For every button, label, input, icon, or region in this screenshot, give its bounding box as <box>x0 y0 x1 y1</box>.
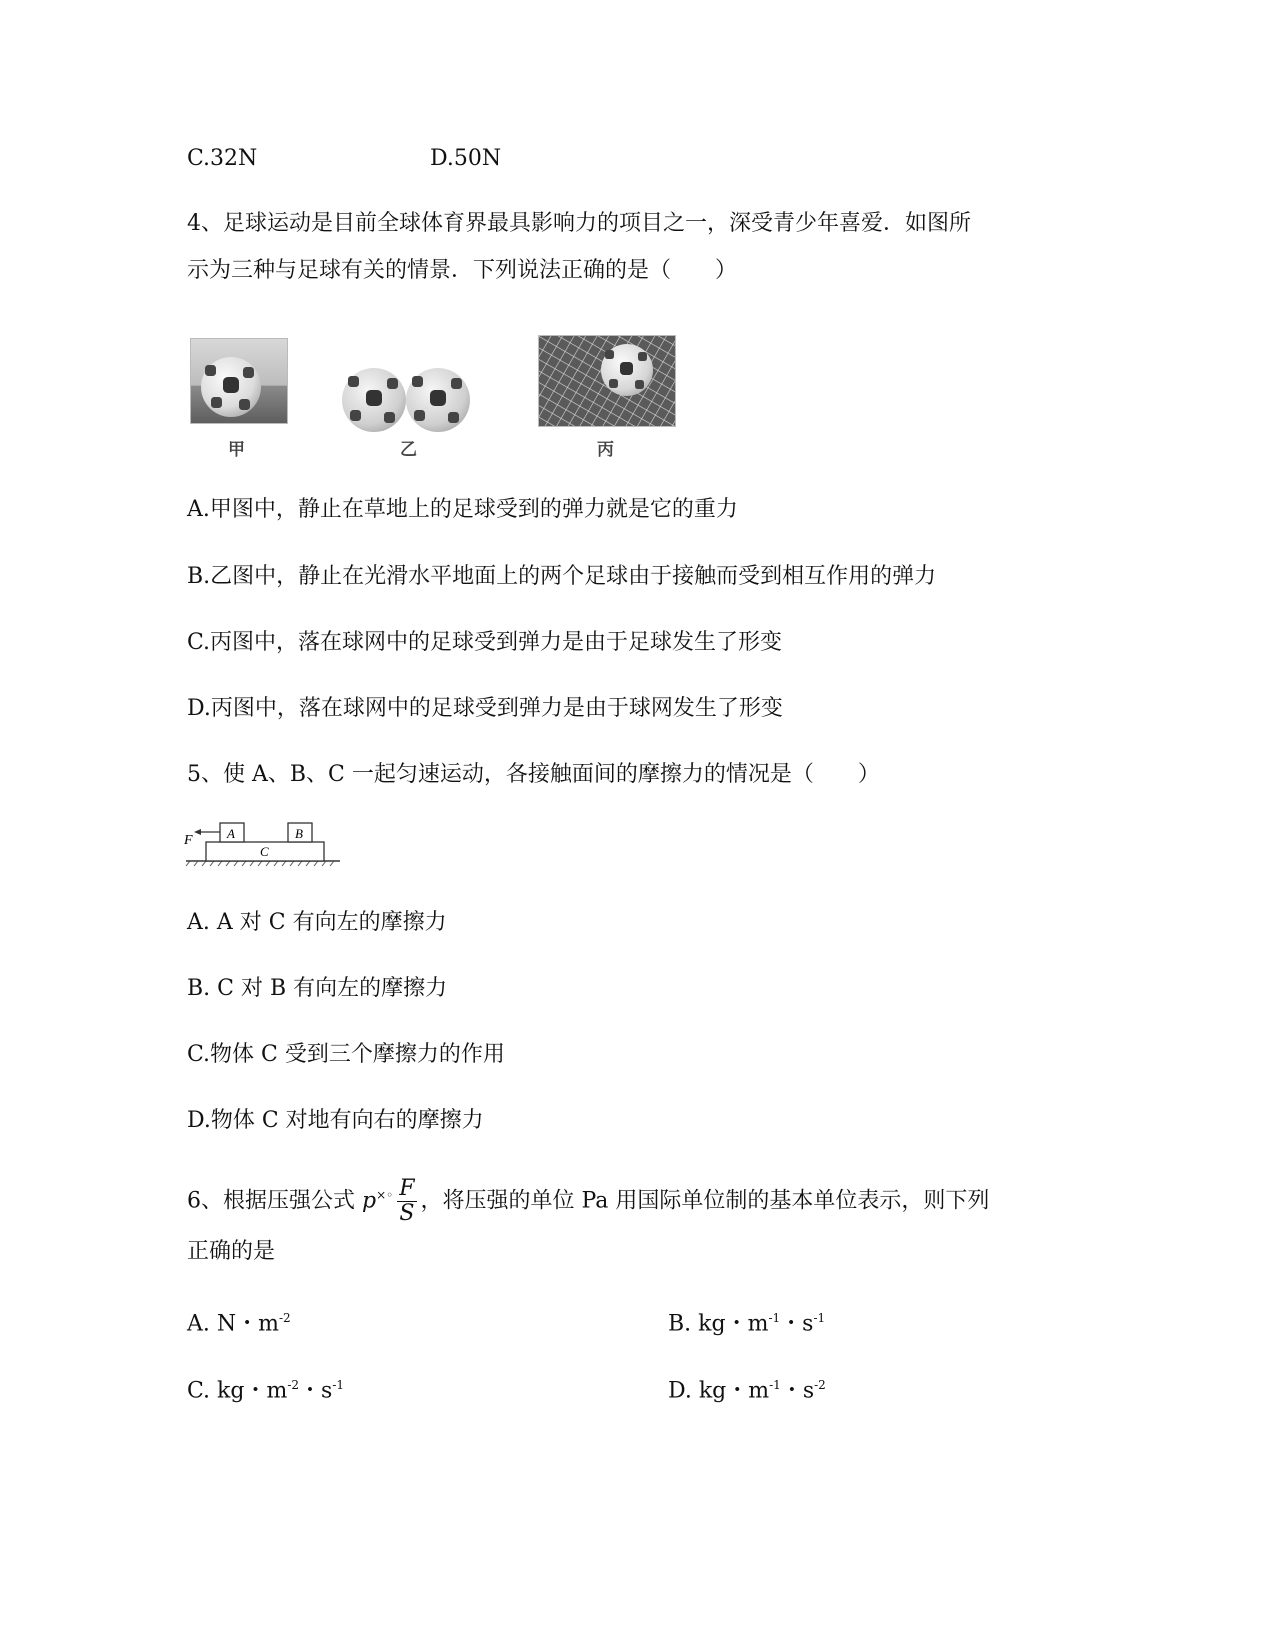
arrowhead-left-icon <box>194 829 201 835</box>
soccer-ball-icon <box>601 344 653 396</box>
q6-stem-line2: 正确的是 <box>187 1239 276 1264</box>
figure-bing-photo <box>538 335 676 427</box>
q4-option-c: C.丙图中，落在球网中的足球受到弹力是由于足球发生了形变 <box>187 630 783 655</box>
formula-fraction <box>397 1177 416 1226</box>
q6-option-b <box>668 1302 825 1340</box>
formula-numerator: F <box>399 1175 415 1201</box>
q6-option-d <box>668 1369 826 1407</box>
q4-option-a: A.甲图中，静止在草地上的足球受到的弹力就是它的重力 <box>187 497 738 522</box>
soccer-ball-icon <box>406 368 470 432</box>
q6-option-a-exp: -2 <box>279 1311 291 1325</box>
q4-stem-line2: 示为三种与足球有关的情景．下列说法正确的是（ ） <box>187 258 738 283</box>
q6-option-d-mid: ・s <box>780 1378 815 1404</box>
formula-denominator: S <box>399 1200 415 1226</box>
caption-yi: 乙 <box>400 440 417 460</box>
q6-option-c-mid: ・s <box>299 1378 333 1404</box>
q6-stem-line1 <box>187 1170 989 1226</box>
q4-option-b: B.乙图中，静止在光滑水平地面上的两个足球由于接触而受到相互作用的弹力 <box>187 564 937 589</box>
caption-bing: 丙 <box>597 440 614 460</box>
q5-option-c: C.物体 C 受到三个摩擦力的作用 <box>187 1042 505 1067</box>
q6-option-b-exp2: -1 <box>813 1311 826 1325</box>
soccer-ball-icon <box>201 357 261 417</box>
q4-option-d: D.丙图中，落在球网中的足球受到弹力是由于球网发生了形变 <box>187 696 783 721</box>
formula-p: p <box>362 1188 377 1214</box>
label-b: B <box>295 826 303 841</box>
q6-option-a-base: A. N・m <box>187 1311 279 1337</box>
label-a: A <box>227 826 235 841</box>
q5-stem: 5、使 A、B、C 一起匀速运动，各接触面间的摩擦力的情况是（ ） <box>187 762 880 787</box>
q6-option-b-mid: ・s <box>780 1311 814 1337</box>
q6-option-d-base: D. kg・m <box>668 1378 770 1404</box>
figure-jia-photo <box>190 338 288 424</box>
q6-option-b-base: B. kg・m <box>668 1311 769 1337</box>
q6-option-c-exp2: -1 <box>332 1378 345 1392</box>
q6-option-c-base: C. kg・m <box>187 1378 288 1404</box>
q6-option-b-exp1: -1 <box>768 1311 781 1325</box>
q6-option-d-exp1: -1 <box>769 1378 781 1392</box>
q3-option-c: C.32N <box>187 146 258 171</box>
figure-yi <box>342 368 472 434</box>
formula-mark: ×◦ <box>376 1188 394 1202</box>
q5-option-a: A. A 对 C 有向左的摩擦力 <box>187 910 447 935</box>
label-f: F <box>184 833 193 848</box>
q6-option-a <box>187 1302 291 1340</box>
q6-option-c <box>187 1369 344 1407</box>
q4-stem-line1: 4、足球运动是目前全球体育界最具影响力的项目之一，深受青少年喜爱．如图所 <box>187 211 971 236</box>
caption-jia: 甲 <box>228 440 245 460</box>
q5-option-d: D.物体 C 对地有向右的摩擦力 <box>187 1108 484 1133</box>
q6-stem-pre: 6、根据压强公式 <box>187 1188 355 1214</box>
soccer-ball-icon <box>342 368 406 432</box>
q6-option-d-exp2: -2 <box>814 1378 826 1392</box>
q6-stem-post: ，将压强的单位 Pa 用国际单位制的基本单位表示，则下列 <box>420 1188 990 1214</box>
q5-option-b: B. C 对 B 有向左的摩擦力 <box>187 976 448 1001</box>
q5-block-diagram <box>184 818 344 878</box>
label-c: C <box>260 844 269 859</box>
q3-option-d: D.50N <box>430 146 502 171</box>
q6-option-c-exp1: -2 <box>287 1378 300 1392</box>
